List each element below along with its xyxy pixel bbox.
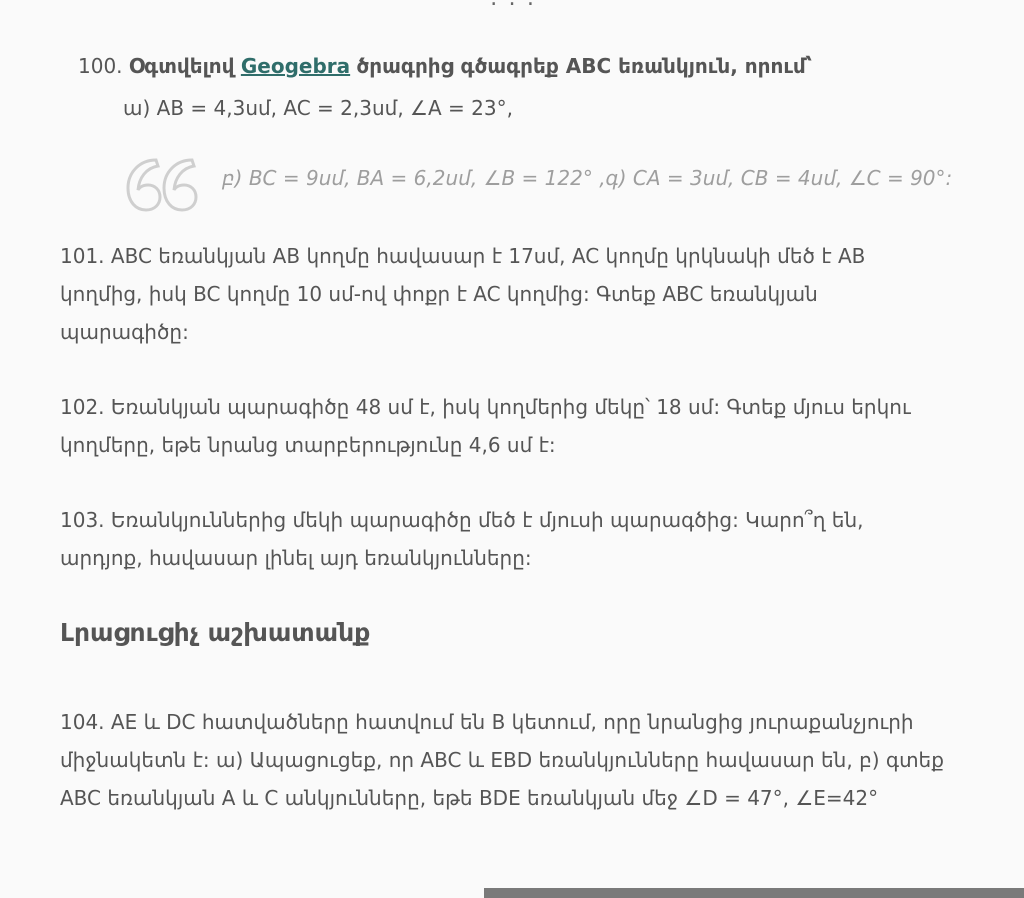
previous-content-fragment xyxy=(490,0,536,11)
problem-104-line: միջնակետն է: ա) Ապացուցեք, որ ABC և EBD եռանկյունները հավասար են, բ) գտեք xyxy=(60,748,944,772)
problem-101-line: կողմից, իսկ BC կողմը 10 սմ-ով փոքր է AC կողմից: Գտեք ABC եռանկյան xyxy=(60,282,818,306)
horizontal-scrollbar[interactable] xyxy=(484,888,1024,898)
problem-100-part-a: ա) AB = 4,3սմ, AC = 2,3սմ, ∠A = 23°, xyxy=(123,96,513,120)
problem-102 xyxy=(60,388,960,464)
problem-101-line: 101. ABC եռանկյան AB կողմը հավասար է 17սմ, AC կողմը կրկնակի մեծ է AB xyxy=(60,244,866,268)
problem-103-line: 103. Եռանկյուններից մեկի պարագիծը մեծ է մյուսի պարագծից: Կարո՞ղ են, xyxy=(60,508,864,532)
geogebra-link[interactable]: Geogebra xyxy=(240,54,351,78)
problem-101-line: պարագիծը: xyxy=(60,320,189,344)
problem-100-text-end: ծրագրից գծագրեք ABC եռանկյուն, որում՝ xyxy=(356,54,813,78)
problem-100-quote: բ) BC = 9սմ, BA = 6,2սմ, ∠B = 122° ,գ) CA = 3սմ, CB = 4սմ, ∠C = 90°: xyxy=(222,166,953,190)
problem-104 xyxy=(60,703,960,817)
problem-103 xyxy=(60,501,960,577)
problem-100-heading xyxy=(78,50,978,82)
problem-103-line: արդյոք, հավասար լինել այդ եռանկյունները: xyxy=(60,546,532,570)
problem-102-line: կողմերը, եթե նրանց տարբերությունը 4,6 սմ է: xyxy=(60,433,556,457)
quote-icon xyxy=(122,152,202,216)
problem-104-line: 104. AE և DC հատվածները հատվում են B կետում, որը նրանցից յուրաքանչյուրի xyxy=(60,710,914,734)
problem-102-line: 102. Եռանկյան պարագիծը 48 սմ է, իսկ կողմերից մեկը՝ 18 սմ: Գտեք մյուս երկու xyxy=(60,395,911,419)
problem-100-text-start: Օգտվելով xyxy=(128,54,235,78)
section-heading: Լրացուցիչ աշխատանք xyxy=(60,618,371,647)
problem-104-line: ABC եռանկյան A և C անկյունները, եթե BDE եռանկյան մեջ ∠D = 47°, ∠E=42° xyxy=(60,786,879,810)
problem-number: 100. xyxy=(78,54,123,78)
problem-101 xyxy=(60,237,960,351)
